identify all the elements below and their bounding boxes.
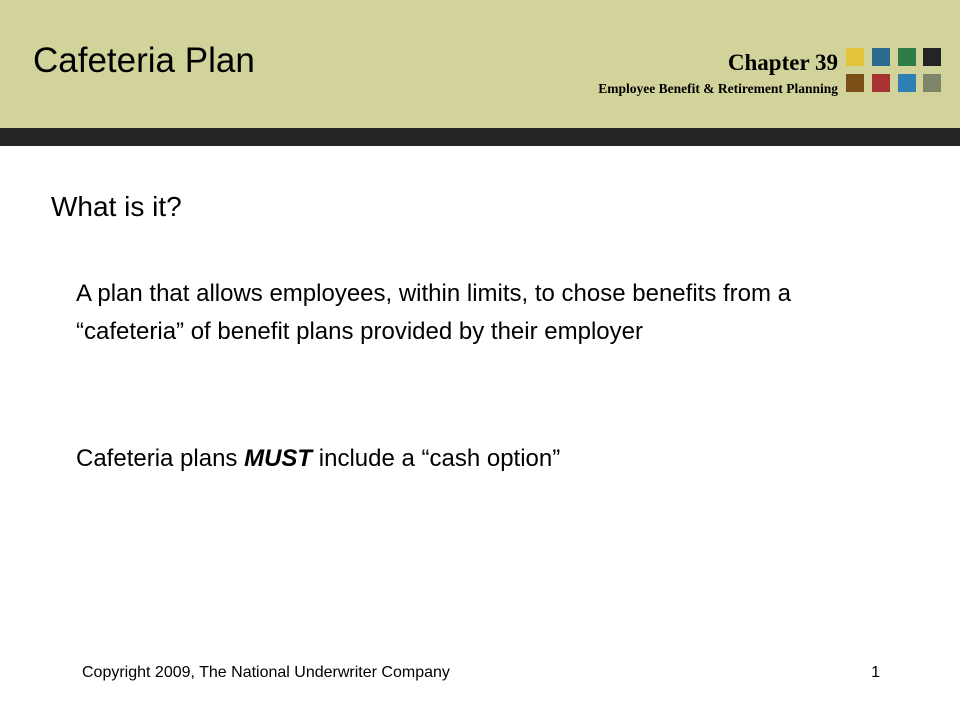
chapter-subtitle: Employee Benefit & Retirement Planning <box>598 81 838 96</box>
color-swatch-grid <box>846 48 942 96</box>
swatch-teal-blue <box>872 48 890 66</box>
requirement-text-end: include a “cash option” <box>312 445 561 472</box>
copyright-footer: Copyright 2009, The National Underwriter Company <box>82 664 450 681</box>
header-divider <box>0 128 960 146</box>
page-number: 1 <box>871 664 880 681</box>
swatch-black <box>923 48 941 66</box>
section-heading: What is it? <box>51 191 182 222</box>
requirement-emphasis: MUST <box>244 445 313 472</box>
swatch-blue <box>898 74 916 92</box>
swatch-green <box>898 48 916 66</box>
swatch-yellow <box>846 48 864 66</box>
requirement-paragraph <box>76 440 856 478</box>
swatch-gray <box>923 74 941 92</box>
swatch-red <box>872 74 890 92</box>
requirement-text-start: Cafeteria plans <box>76 445 245 472</box>
chapter-label: Chapter 39 <box>727 50 838 75</box>
definition-paragraph: A plan that allows employees, within limits, to chose benefits from a “cafeteria” of benefit plans provided by their employer <box>76 280 792 345</box>
slide-title: Cafeteria Plan <box>33 41 255 80</box>
slide-header <box>0 0 960 128</box>
swatch-brown <box>846 74 864 92</box>
